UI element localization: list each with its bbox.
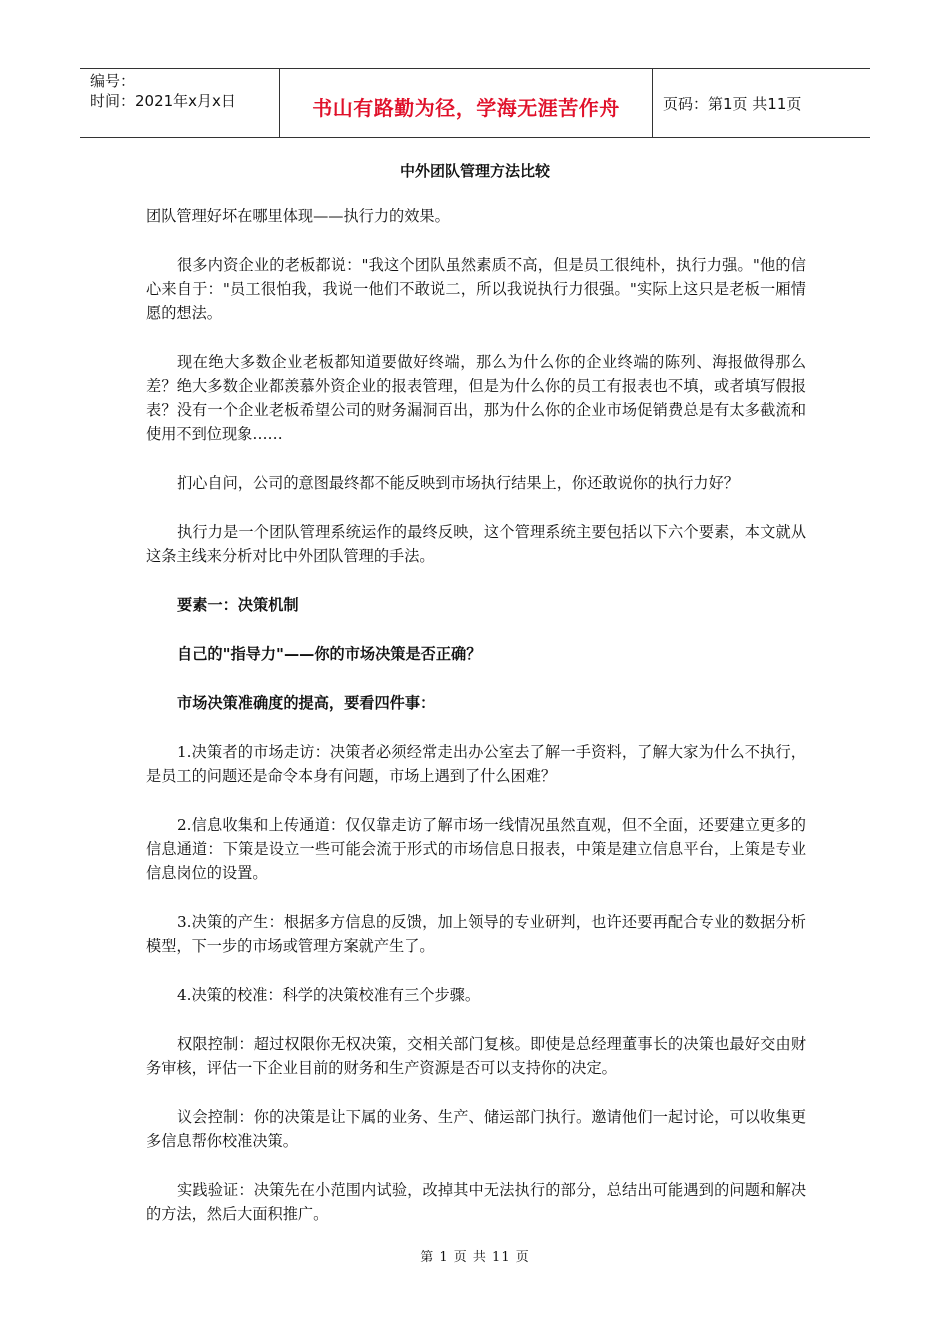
header-meta — [80, 69, 280, 137]
header-page-info-cell — [653, 69, 870, 137]
paragraph-intro: 团队管理好坏在哪里体现——执行力的效果。 — [146, 207, 450, 225]
header-page-info: 页码：第1页 共11页 — [663, 94, 802, 113]
subsection-heading: 市场决策准确度的提高，要看四件事： — [177, 694, 436, 712]
subsection-heading: 自己的"指导力"——你的市场决策是否正确？ — [177, 645, 482, 663]
list-item: 3.决策的产生：根据多方信息的反馈，加上领导的专业研判，也许还要再配合专业的数据分析模型，下一步的市场或管理方案就产生了。 — [146, 913, 806, 955]
paragraph: 很多内资企业的老板都说："我这个团队虽然素质不高，但是员工很纯朴，执行力强。"他的信心来自于："员工很怕我，我说一他们不敢说二，所以我说执行力很强。"实际上这只是老板一厢情愿的想法。 — [146, 256, 806, 322]
list-item: 1.决策者的市场走访：决策者必须经常走出办公室去了解一手资料，了解大家为什么不执行，是员工的问题还是命令本身有问题，市场上遇到了什么困难？ — [146, 743, 806, 785]
document-header — [80, 68, 870, 138]
paragraph: 执行力是一个团队管理系统运作的最终反映，这个管理系统主要包括以下六个要素，本文就从这条主线来分析对比中外团队管理的手法。 — [146, 523, 806, 565]
paragraph: 权限控制：超过权限你无权决策，交相关部门复核。即使是总经理董事长的决策也最好交由财务审核，评估一下企业目前的财务和生产资源是否可以支持你的决定。 — [146, 1035, 806, 1077]
page-footer: 第 1 页 共 11 页 — [420, 1250, 530, 1265]
document-title: 中外团队管理方法比较 — [399, 162, 550, 180]
list-item: 2.信息收集和上传通道：仅仅靠走访了解市场一线情况虽然直观，但不全面，还要建立更多的信息通道：下策是设立一些可能会流于形式的市场信息日报表，中策是建立信息平台，上策是专业信息岗位的设置。 — [146, 816, 806, 882]
paragraph: 现在绝大多数企业老板都知道要做好终端，那么为什么你的企业终端的陈列、海报做得那么差？绝大多数企业都羡慕外资企业的报表管理，但是为什么你的员工有报表也不填，或者填写假报表？没有一个企业老板希望公司的财务漏洞百出，那为什么你的企业市场促销费总是有太多截流和使用不到位现象…… — [146, 353, 806, 443]
paragraph: 扪心自问，公司的意图最终都不能反映到市场执行结果上，你还敢说你的执行力好？ — [177, 474, 739, 492]
header-motto-cell — [280, 69, 653, 137]
paragraph: 实践验证：决策先在小范围内试验，改掉其中无法执行的部分，总结出可能遇到的问题和解决的方法，然后大面积推广。 — [146, 1181, 806, 1223]
paragraph: 议会控制：你的决策是让下属的业务、生产、储运部门执行。邀请他们一起讨论，可以收集更多信息帮你校准决策。 — [146, 1108, 806, 1150]
list-item: 4.决策的校准：科学的决策校准有三个步骤。 — [177, 986, 481, 1004]
document-body — [146, 204, 806, 1251]
header-motto: 书山有路勤为径，学海无涯苦作舟 — [312, 95, 620, 120]
doc-date: 时间：2021年x月x日 — [90, 92, 236, 110]
doc-number-label: 编号： — [90, 72, 136, 90]
section-heading: 要素一：决策机制 — [177, 596, 299, 614]
